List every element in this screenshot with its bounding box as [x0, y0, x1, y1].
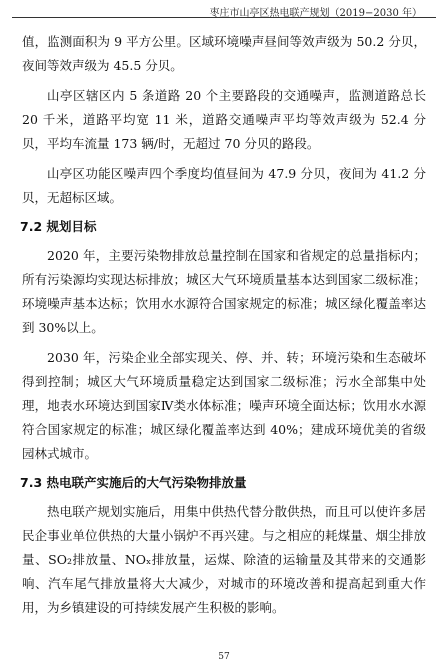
running-header: 枣庄市山亭区热电联产规划（2019−2030 年） — [209, 8, 422, 19]
paragraph-2030-targets: 2030 年，污染企业全部实现关、停、并、转；环境污染和生态破坏得到控制；城区大气环境质量稳定达到国家二级标准；污水全部集中处理，地表水环境达到国家Ⅳ类水体标准；噪声环境全面达标；饮用水水源符合国家规定的标准；城区绿化覆盖率达到 40%；建成环境优美的省级园林式城市。 — [22, 350, 426, 461]
section-heading-7-3: 7.3 热电联产实施后的大气污染物排放量 — [20, 475, 247, 490]
paragraph-2020-targets: 2020 年，主要污染物排放总量控制在国家和省规定的总量指标内；所有污染源均实现达标排放；城区大气环境质量基本达到国家二级标准；环境噪声基本达标；饮用水水源符合国家规定的标准；城区绿化覆盖率达到 30%以上。 — [22, 248, 426, 335]
header-rule — [12, 17, 436, 18]
paragraph-emissions-reduction: 热电联产规划实施后，用集中供热代替分散供热，而且可以使许多居民企事业单位供热的大量小锅炉不再兴建。与之相应的耗煤量、烟尘排放量、SO₂排放量、NOₓ排放量，运煤、除渣的运输量及其带来的交通影响、汽车尾气排放量将大大减少，对城市的环境改善和提高起到重大作用，为乡镇建设的可持续发展产生积极的影响。 — [22, 504, 426, 615]
section-heading-7-2: 7.2 规划目标 — [20, 219, 97, 234]
paragraph-noise-area: 值，监测面积为 9 平方公里。区域环境噪声昼间等效声级为 50.2 分贝，夜间等效声级为 45.5 分贝。 — [22, 34, 426, 73]
paragraph-functional-zone-noise: 山亭区功能区噪声四个季度均值昼间为 47.9 分贝，夜间为 41.2 分贝，无超标区域。 — [22, 166, 426, 205]
page-body — [22, 30, 426, 626]
paragraph-traffic-noise: 山亭区辖区内 5 条道路 20 个主要路段的交通噪声，监测道路总长 20 千米，道路平均宽 11 米，道路交通噪声平均等效声级为 52.4 分贝，平均车流量 173 辆/时，无超过 70 分贝的路段。 — [22, 88, 426, 151]
page-number: 57 — [218, 652, 230, 662]
